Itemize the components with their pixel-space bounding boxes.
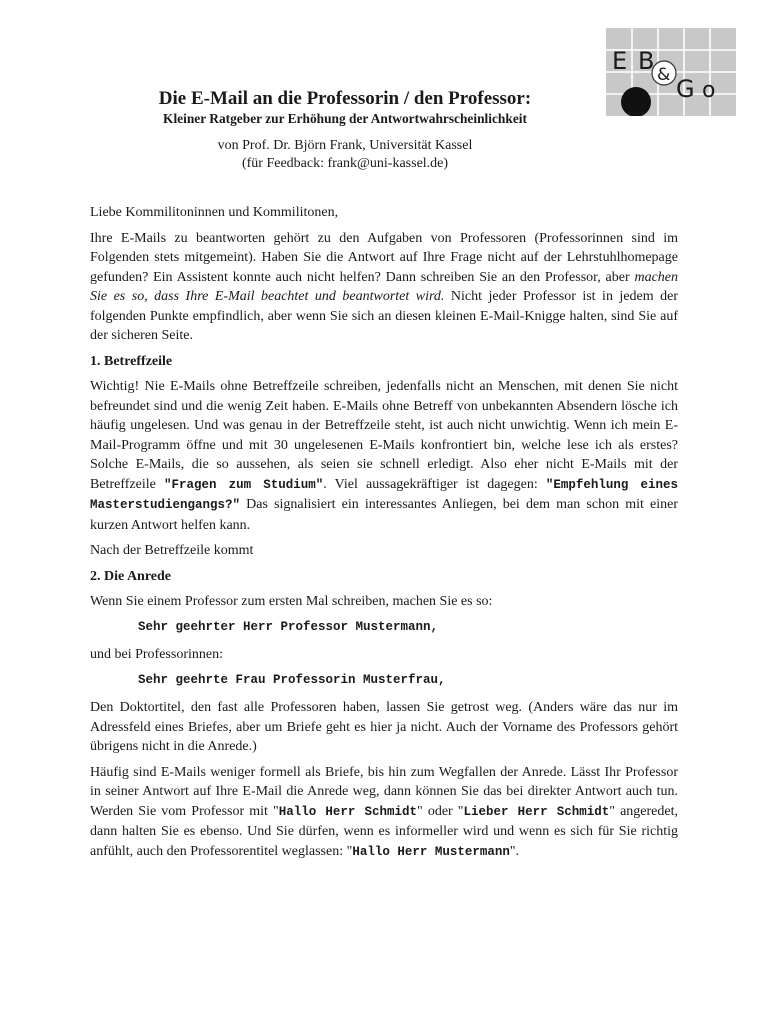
doktortitel-paragraph: Den Doktortitel, den fast alle Professoren haben, lassen Sie getrost weg. (Anders wäre das nur im Adressfeld eines Briefes, aber um Briefe geht es hier ja nicht. Auch der Vorname des Professors gehört übrigens nicht in die Anrede.)	[90, 700, 678, 754]
intro-text-2: Nicht jeder Professor ist in jedem der folgenden Punkte empfindlich, aber wenn Sie sich an diesen kleinen E-Mail-Knigge halten, sind Sie auf der sicheren Seite.	[90, 289, 678, 343]
logo-letter-g: G	[676, 75, 695, 103]
author-block	[90, 137, 600, 173]
betreffzeile-text-3: Das signalisiert ein interessantes Anliegen, bei dem man schon mit einer kurzen Antwort helfen kann.	[90, 497, 678, 533]
informal-text-3: " angeredet, dann halten Sie es ebenso. Und Sie dürfen, wenn es informeller wird und wenn es sich für Sie richtig anfühlt, auch den Professorentitel weglassen: "	[90, 803, 678, 859]
eb-go-logo	[606, 28, 736, 116]
subject-example-good: "Empfehlung eines Masterstudiengangs?"	[90, 477, 678, 512]
betreffzeile-text-2: . Viel aussagekräftiger ist dagegen:	[323, 476, 546, 492]
logo-letter-o: o	[702, 78, 716, 103]
subject-example-bad: "Fragen zum Studium"	[163, 477, 324, 492]
intro-paragraph	[90, 229, 678, 346]
betreffzeile-paragraph	[90, 377, 678, 535]
informal-text-4: ".	[509, 843, 520, 859]
document-title: Die E-Mail an die Professorin / den Professor:	[158, 88, 532, 109]
after-betreffzeile: Nach der Betreffzeile kommt	[90, 543, 254, 558]
greeting: Liebe Kommilitoninnen und Kommilitonen,	[90, 205, 339, 220]
intro-text-1: Ihre E-Mails zu beantworten gehört zu den Aufgaben von Professoren (Professorinnen sind im Folgenden stets mitgemeint). Haben Sie die Antwort auf Ihre Frage nicht auf der Lehrstuhlhomepage gefunden? Ein Assistent konnte auch nicht helfen? Dann schreiben Sie an den Professor, aber	[90, 230, 678, 285]
salutation-lieber-schmidt: Lieber Herr Schmidt	[463, 804, 610, 819]
logo-letter-b: B	[638, 47, 655, 75]
informal-text-1: Häufig sind E-Mails weniger formell als Briefe, bis hin zum Wegfallen der Anrede. Lässt Ihr Professor in seiner Antwort auf Ihre E-Mail die Anrede weg, dann können Sie das bei direkter Antwort auch tun. Werden Sie vom Professor mit "	[90, 764, 678, 819]
feedback-line: (für Feedback: frank@uni-kassel.de)	[241, 156, 449, 171]
salutation-hallo-mustermann: Hallo Herr Mustermann	[352, 844, 510, 859]
logo-ampersand: &	[657, 65, 671, 85]
informal-text-2: " oder "	[417, 803, 464, 819]
section-heading-anrede: 2. Die Anrede	[90, 568, 172, 584]
document-subtitle: Kleiner Ratgeber zur Erhöhung der Antwortwahrscheinlichkeit	[163, 111, 527, 126]
anrede-intro: Wenn Sie einem Professor zum ersten Mal schreiben, machen Sie es so:	[90, 594, 493, 609]
section-heading-betreffzeile: 1. Betreffzeile	[90, 353, 173, 369]
salutation-hallo-schmidt: Hallo Herr Schmidt	[278, 804, 417, 819]
informal-paragraph	[90, 763, 678, 863]
logo-letter-e: E	[612, 47, 628, 75]
document-body	[90, 203, 678, 868]
intro-emphasis: machen Sie es so, dass Ihre E-Mail beachtet und beantwortet wird.	[90, 269, 678, 304]
betreffzeile-text-1: Wichtig! Nie E-Mails ohne Betreffzeile schreiben, jedenfalls nicht an Menschen, mit denen Sie nicht befreundet sind und die wenig Zeit haben. E-Mails ohne Betreff von unbekannten Absendern lösche ich häufig ungelesen. Und was genau in der Betreffzeile steht, ist auch nicht unwichtig. Wenn ich mein E-Mail-Programm öffne und mit 30 ungelesenen E-Mails konfrontiert bin, welche lese ich als erstes? Solche E-Mails, die so aussehen, als seien sie schnell erledigt. Also eher nicht E-Mails mit der Betreffzeile	[90, 379, 678, 492]
author-line: von Prof. Dr. Björn Frank, Universität Kassel	[217, 138, 473, 153]
logo-graphic	[606, 28, 736, 116]
logo-dot	[621, 87, 651, 116]
anrede-female-intro: und bei Professorinnen:	[90, 647, 223, 662]
salutation-example-female: Sehr geehrte Frau Professorin Musterfrau,	[138, 672, 446, 687]
salutation-example-male: Sehr geehrter Herr Professor Mustermann,	[138, 619, 439, 634]
